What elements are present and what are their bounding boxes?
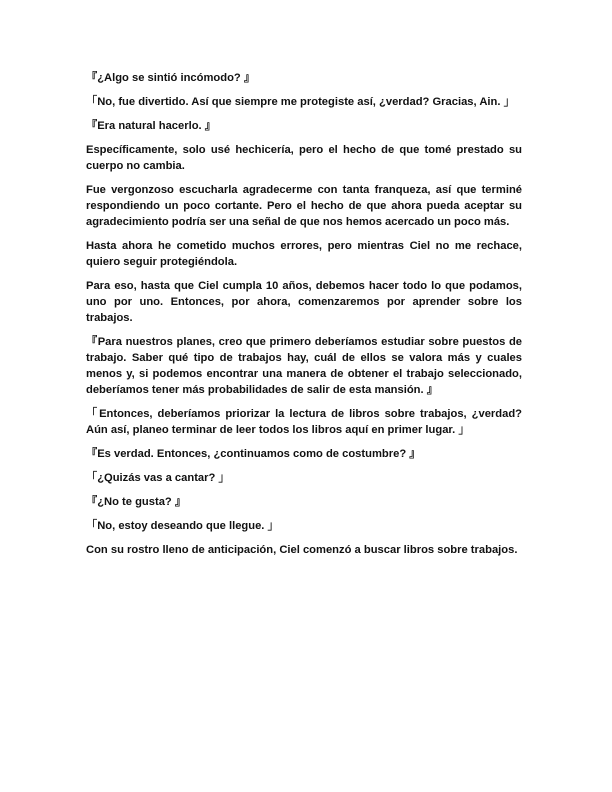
paragraph-13: 「No, estoy deseando que llegue. 」 — [86, 520, 279, 532]
paragraph-11: 「¿Quizás vas a cantar? 」 — [86, 472, 230, 484]
document-body — [86, 70, 522, 566]
paragraph-6: Hasta ahora he cometido muchos errores, pero mientras Ciel no me rechace, quiero seguir protegiéndola. — [86, 240, 522, 268]
paragraph-1: 『¿Algo se sintió incómodo? 』 — [86, 72, 256, 84]
paragraph-9: 「Entonces, deberíamos priorizar la lectura de libros sobre trabajos, ¿verdad? Aún así, planeo terminar de leer todos los libros aquí en primer lugar. 」 — [86, 408, 522, 436]
paragraph-4: Específicamente, solo usé hechicería, pero el hecho de que tomé prestado su cuerpo no cambia. — [86, 144, 522, 172]
paragraph-3: 『Era natural hacerlo. 』 — [86, 120, 216, 132]
paragraph-5: Fue vergonzoso escucharla agradecerme con tanta franqueza, así que terminé respondiendo un poco cortante. Pero el hecho de que ahora pueda aceptar su agradecimiento podría ser una señal de que nos hemos acercado un poco más. — [86, 184, 522, 228]
paragraph-10: 『Es verdad. Entonces, ¿continuamos como de costumbre? 』 — [86, 448, 421, 460]
paragraph-12: 『¿No te gusta? 』 — [86, 496, 187, 508]
paragraph-14: Con su rostro lleno de anticipación, Ciel comenzó a buscar libros sobre trabajos. — [86, 544, 518, 556]
paragraph-8: 『Para nuestros planes, creo que primero deberíamos estudiar sobre puestos de trabajo. Saber qué tipo de trabajos hay, cuál de ellos se valora más y cuales menos y, si podemos encontrar una manera de obtener el trabajo seleccionado, deberíamos tener más probabilidades de salir de esta mansión. 』 — [86, 336, 522, 396]
paragraph-2: 「No, fue divertido. Así que siempre me protegiste así, ¿verdad? Gracias, Ain. 」 — [86, 96, 515, 108]
paragraph-7: Para eso, hasta que Ciel cumpla 10 años, debemos hacer todo lo que podamos, uno por uno. Entonces, por ahora, comenzaremos por aprender sobre los trabajos. — [86, 280, 522, 324]
